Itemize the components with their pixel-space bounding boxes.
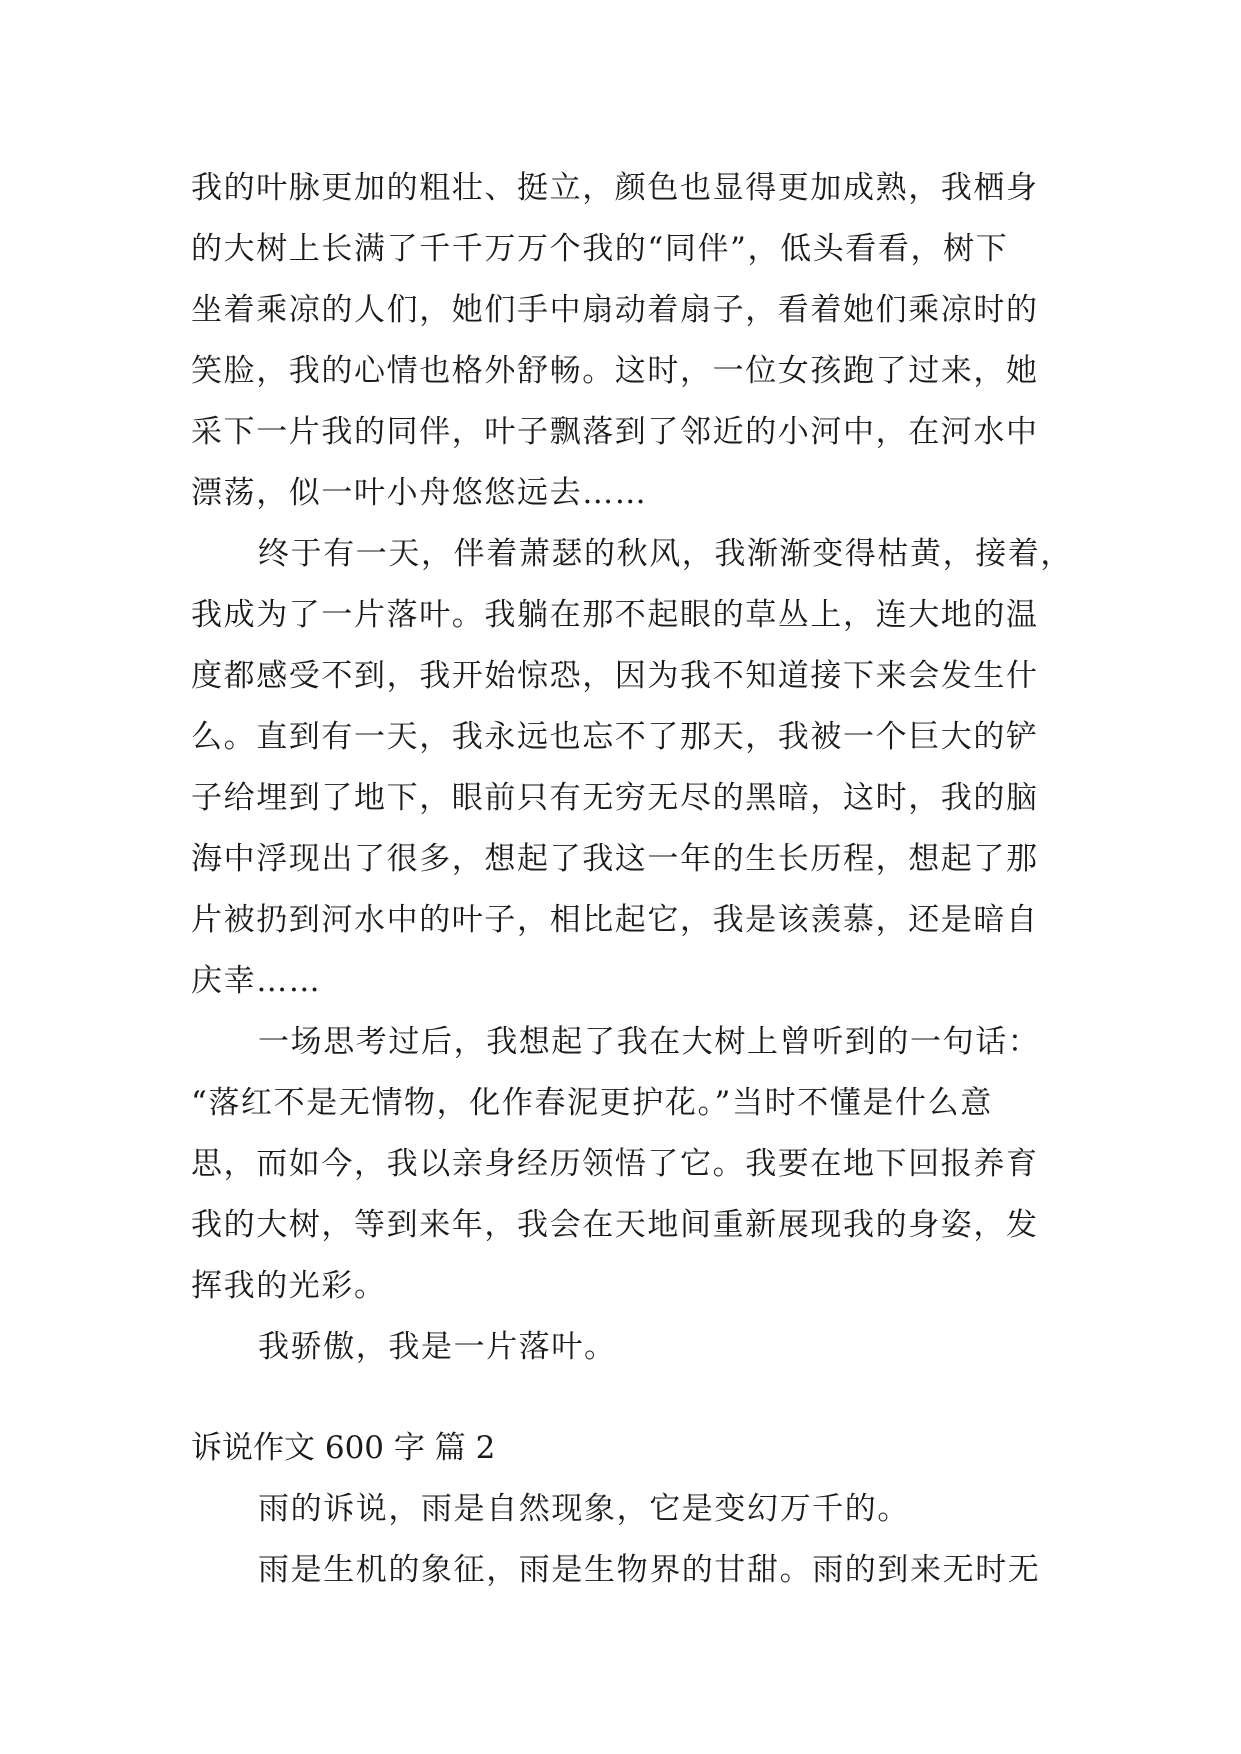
paragraph-1-line-3: 坐着乘凉的人们，她们手中扇动着扇子，看着她们乘凉时的 <box>191 292 1039 328</box>
paragraph-3-line-4: 我的大树，等到来年，我会在天地间重新展现我的身姿，发 <box>191 1207 1039 1243</box>
paragraph-1-line-6: 漂荡，似一叶小舟悠悠远去…… <box>191 475 648 511</box>
paragraph-2-line-5: 子给埋到了地下，眼前只有无穷无尽的黑暗，这时，我的脑 <box>191 780 1039 816</box>
paragraph-1-line-4: 笑脸，我的心情也格外舒畅。这时，一位女孩跑了过来，她 <box>191 353 1039 389</box>
paragraph-6-line-1: 雨是生机的象征，雨是生物界的甘甜。雨的到来无时无 <box>258 1552 1041 1588</box>
paragraph-2-line-2: 我成为了一片落叶。我躺在那不起眼的草丛上，连大地的温 <box>191 597 1039 633</box>
paragraph-2-line-7: 片被扔到河水中的叶子，相比起它，我是该羡慕，还是暗自 <box>191 902 1039 938</box>
paragraph-2-line-4: 么。直到有一天，我永远也忘不了那天，我被一个巨大的铲 <box>191 719 1039 755</box>
paragraph-3-line-1: 一场思考过后，我想起了我在大树上曾听到的一句话： <box>258 1024 1041 1060</box>
paragraph-1-line-2: 的大树上长满了千千万万个我的“同伴”，低头看看，树下 <box>191 231 1009 267</box>
section-heading: 诉说作文 600 字 篇 2 <box>191 1430 496 1466</box>
paragraph-3-line-5: 挥我的光彩。 <box>191 1268 387 1304</box>
paragraph-2-line-1: 终于有一天，伴着萧瑟的秋风，我渐渐变得枯黄，接着， <box>258 536 1073 572</box>
paragraph-3-line-2: “落红不是无情物，化作春泥更护花。”当时不懂是什么意 <box>191 1085 993 1121</box>
paragraph-2-line-8: 庆幸…… <box>191 963 322 999</box>
paragraph-4-line-1: 我骄傲，我是一片落叶。 <box>258 1329 617 1365</box>
paragraph-1-line-5: 采下一片我的同伴，叶子飘落到了邻近的小河中，在河水中 <box>191 414 1039 450</box>
paragraph-5-line-1: 雨的诉说，雨是自然现象，它是变幻万千的。 <box>258 1491 910 1527</box>
paragraph-3-line-3: 思，而如今，我以亲身经历领悟了它。我要在地下回报养育 <box>191 1146 1039 1182</box>
paragraph-2-line-6: 海中浮现出了很多，想起了我这一年的生长历程，想起了那 <box>191 841 1039 877</box>
paragraph-2-line-3: 度都感受不到，我开始惊恐，因为我不知道接下来会发生什 <box>191 658 1039 694</box>
paragraph-1-line-1: 我的叶脉更加的粗壮、挺立，颜色也显得更加成熟，我栖身 <box>191 170 1039 206</box>
